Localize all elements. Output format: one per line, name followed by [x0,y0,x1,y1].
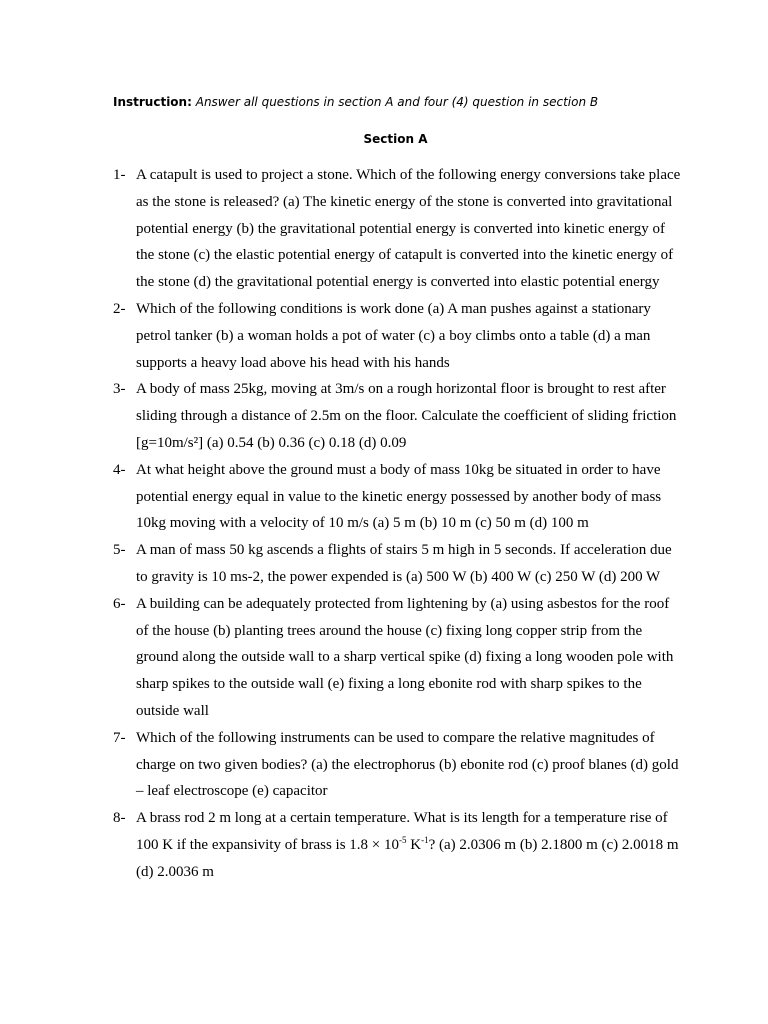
question-text: A catapult is used to project a stone. Which of the following energy conversions take place as the stone is released? (a) The kinetic energy of the stone is converted into gravitational potential energy (b) the gravitational potential energy is converted into kinetic energy of the stone (c) the elastic potential energy of catapult is converted into the kinetic energy of the stone (d) the gravitational potential energy is converted into elastic potential energy [136,167,681,291]
question-text: A body of mass 25kg, moving at 3m/s on a rough horizontal floor is brought to rest after sliding through a distance of 2.5m on the floor. Calculate the coefficient of sliding friction [g=10m/s²] (a) 0.54 (b) 0.36 (c) 0.18 (d) 0.09 [136,381,677,451]
question-text: At what height above the ground must a body of mass 10kg be situated in order to have potential energy equal in value to the kinetic energy possessed by another body of mass 10kg moving with a velocity of 10 m/s (a) 5 m (b) 10 m (c) 50 m (d) 100 m [136,461,662,532]
question-1 [113,162,683,296]
question-text: A man of mass 50 kg ascends a flights of stairs 5 m high in 5 seconds. If acceleration due to gravity is 10 ms-2, the power expended is (a) 500 W (b) 400 W (c) 250 W (d) 200 W [136,542,672,585]
instruction-line [113,93,713,111]
question-number: 5- [113,542,126,559]
question-7 [113,725,683,805]
question-2 [113,296,683,376]
question-number: 4- [113,461,126,478]
exponent-superscript: -1 [421,834,429,845]
question-number: 8- [113,810,126,827]
exponent-superscript: -5 [399,834,407,845]
question-text-mid: K [406,836,422,853]
question-3 [113,376,683,456]
question-text-before: A brass rod 2 m long at a certain temperature. What is its length for a temperature rise of 100 K if the expansivity of brass is 1.8 × 10 [136,810,668,853]
question-number: 6- [113,595,126,612]
instruction-text: Answer all questions in section A and four (4) question in section B [195,95,599,109]
instruction-label: Instruction: [113,95,192,109]
question-list [113,162,683,886]
question-5 [113,537,683,591]
question-text: Which of the following instruments can be used to compare the relative magnitudes of charge on two given bodies? (a) the electrophorus (b) ebonite rod (c) proof blanes (d) gold – leaf electroscope (e) capacitor [136,729,679,800]
question-text: Which of the following conditions is work done (a) A man pushes against a stationary petrol tanker (b) a woman holds a pot of water (c) a boy climbs onto a table (d) a man supports a heavy load above his head with his hands [136,300,651,371]
question-number: 7- [113,729,126,746]
question-number: 2- [113,300,126,317]
question-6 [113,591,683,725]
question-number: 1- [113,167,126,183]
question-text-after: ? (a) 2.0306 m (b) 2.1800 m (c) 2.0018 m (d) 2.0036 m [136,836,679,880]
section-title: Section A [363,132,428,146]
question-4 [113,457,683,537]
question-text: A building can be adequately protected from lightening by (a) using asbestos for the roof of the house (b) planting trees around the house (c) fixing long copper strip from the ground along the outside wall to a sharp vertical spike (d) fixing a long wooden pole with sharp spikes to the outside wall (e) fixing a long ebonite rod with sharp spikes to the outside wall [136,595,674,719]
question-number: 3- [113,381,126,398]
question-8 [113,805,683,885]
